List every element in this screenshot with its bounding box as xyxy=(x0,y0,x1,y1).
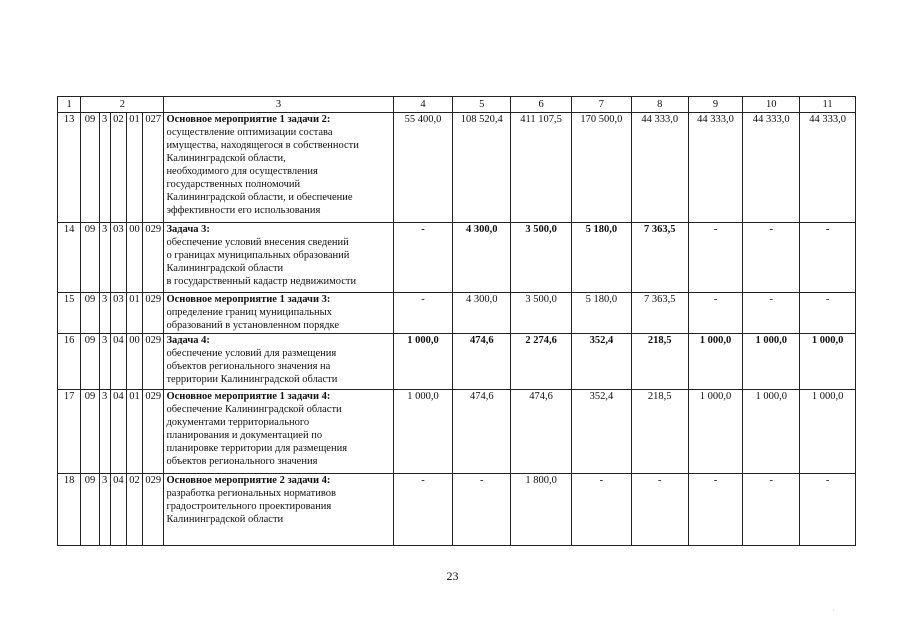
value-cell: 352,4 xyxy=(572,390,632,474)
code-cell: 3 xyxy=(99,293,110,334)
table-row xyxy=(58,474,856,546)
value-cell: - xyxy=(393,474,453,546)
value-cell: 1 000,0 xyxy=(743,334,800,390)
value-cell: - xyxy=(393,223,453,293)
value-cell: 1 000,0 xyxy=(800,390,856,474)
description-cell xyxy=(164,390,393,474)
code-cell: 3 xyxy=(99,390,110,474)
row-number: 14 xyxy=(58,223,81,293)
code-cell: 00 xyxy=(126,334,142,390)
value-cell: 1 000,0 xyxy=(688,334,743,390)
value-cell: 1 000,0 xyxy=(393,334,453,390)
header-cell: 2 xyxy=(81,97,164,113)
description-text: разработка региональных нормативов градостроительного проектирования Калининградской области xyxy=(166,488,336,525)
row-number: 13 xyxy=(58,113,81,223)
value-cell: 474,6 xyxy=(453,390,511,474)
row-number: 18 xyxy=(58,474,81,546)
code-cell: 09 xyxy=(81,390,99,474)
value-cell: 218,5 xyxy=(631,334,688,390)
header-cell: 3 xyxy=(164,97,393,113)
value-cell: 411 107,5 xyxy=(511,113,572,223)
table-row xyxy=(58,113,856,223)
value-cell: - xyxy=(743,223,800,293)
code-cell: 04 xyxy=(110,474,126,546)
value-cell: 218,5 xyxy=(631,390,688,474)
value-cell: 7 363,5 xyxy=(631,293,688,334)
description-text: обеспечение Калининградской области документами территориального планирования и документацией по планировке территории для размещения объектов регионального значения xyxy=(166,404,348,467)
value-cell: 4 300,0 xyxy=(453,223,511,293)
value-cell: - xyxy=(631,474,688,546)
description-text: определение границ муниципальных образований в установленном порядке xyxy=(166,307,340,331)
table-row xyxy=(58,293,856,334)
value-cell: 474,6 xyxy=(453,334,511,390)
value-cell: 44 333,0 xyxy=(688,113,743,223)
value-cell: 1 000,0 xyxy=(743,390,800,474)
code-cell: 029 xyxy=(143,390,164,474)
value-cell: 44 333,0 xyxy=(800,113,856,223)
code-cell: 02 xyxy=(126,474,142,546)
value-cell: - xyxy=(572,474,632,546)
value-cell: 170 500,0 xyxy=(572,113,632,223)
code-cell: 09 xyxy=(81,113,99,223)
code-cell: 09 xyxy=(81,293,99,334)
header-row xyxy=(58,97,856,113)
scan-mark: · xyxy=(832,606,835,615)
value-cell: 1 800,0 xyxy=(511,474,572,546)
value-cell: 5 180,0 xyxy=(572,293,632,334)
code-cell: 01 xyxy=(126,293,142,334)
value-cell: - xyxy=(453,474,511,546)
code-cell: 3 xyxy=(99,334,110,390)
header-cell: 8 xyxy=(631,97,688,113)
value-cell: 3 500,0 xyxy=(511,223,572,293)
value-cell: 4 300,0 xyxy=(453,293,511,334)
description-title: Задача 4: xyxy=(166,335,210,346)
value-cell: - xyxy=(743,293,800,334)
description-title: Основное мероприятие 2 задачи 4: xyxy=(166,475,331,486)
description-title: Задача 3: xyxy=(166,224,210,235)
value-cell: 474,6 xyxy=(511,390,572,474)
code-cell: 029 xyxy=(143,223,164,293)
code-cell: 04 xyxy=(110,334,126,390)
table-row xyxy=(58,223,856,293)
header-cell: 1 xyxy=(58,97,81,113)
description-cell xyxy=(164,113,393,223)
code-cell: 029 xyxy=(143,474,164,546)
code-cell: 09 xyxy=(81,474,99,546)
value-cell: - xyxy=(800,223,856,293)
value-cell: - xyxy=(393,293,453,334)
description-title: Основное мероприятие 1 задачи 3: xyxy=(166,294,331,305)
header-cell: 6 xyxy=(511,97,572,113)
code-cell: 03 xyxy=(110,223,126,293)
code-cell: 02 xyxy=(110,113,126,223)
row-number: 15 xyxy=(58,293,81,334)
row-number: 16 xyxy=(58,334,81,390)
row-number: 17 xyxy=(58,390,81,474)
code-cell: 01 xyxy=(126,113,142,223)
description-cell xyxy=(164,223,393,293)
code-cell: 00 xyxy=(126,223,142,293)
code-cell: 03 xyxy=(110,293,126,334)
header-cell: 11 xyxy=(800,97,856,113)
value-cell: 108 520,4 xyxy=(453,113,511,223)
value-cell: - xyxy=(688,474,743,546)
value-cell: 5 180,0 xyxy=(572,223,632,293)
program-table xyxy=(57,96,856,546)
description-text: осуществление оптимизации состава имущества, находящегося в собственности Калининградской области, необходимого для осуществления государственных полномочий Калининградской области, и обеспечение эффективности его использования xyxy=(166,127,359,216)
code-cell: 029 xyxy=(143,334,164,390)
table-row xyxy=(58,334,856,390)
description-title: Основное мероприятие 1 задачи 4: xyxy=(166,391,331,402)
value-cell: - xyxy=(688,293,743,334)
code-cell: 09 xyxy=(81,223,99,293)
code-cell: 027 xyxy=(143,113,164,223)
value-cell: 3 500,0 xyxy=(511,293,572,334)
code-cell: 029 xyxy=(143,293,164,334)
value-cell: - xyxy=(743,474,800,546)
description-cell xyxy=(164,293,393,334)
value-cell: 44 333,0 xyxy=(631,113,688,223)
value-cell: 2 274,6 xyxy=(511,334,572,390)
code-cell: 01 xyxy=(126,390,142,474)
header-cell: 5 xyxy=(453,97,511,113)
value-cell: 1 000,0 xyxy=(688,390,743,474)
header-cell: 10 xyxy=(743,97,800,113)
value-cell: - xyxy=(688,223,743,293)
code-cell: 04 xyxy=(110,390,126,474)
value-cell: - xyxy=(800,293,856,334)
value-cell: 352,4 xyxy=(572,334,632,390)
description-title: Основное мероприятие 1 задачи 2: xyxy=(166,114,331,125)
table-row xyxy=(58,390,856,474)
value-cell: 1 000,0 xyxy=(800,334,856,390)
value-cell: - xyxy=(800,474,856,546)
code-cell: 3 xyxy=(99,113,110,223)
value-cell: 1 000,0 xyxy=(393,390,453,474)
description-text: обеспечение условий внесения сведений о границах муниципальных образований Калининградской области в государственный кадастр недвижимости xyxy=(166,237,357,287)
header-cell: 4 xyxy=(393,97,453,113)
value-cell: 44 333,0 xyxy=(743,113,800,223)
code-cell: 09 xyxy=(81,334,99,390)
code-cell: 3 xyxy=(99,474,110,546)
page-number: 23 xyxy=(446,569,459,583)
description-cell xyxy=(164,474,393,546)
header-cell: 9 xyxy=(688,97,743,113)
description-text: обеспечение условий для размещения объектов регионального значения на территории Калининградской области xyxy=(166,348,338,385)
header-cell: 7 xyxy=(572,97,632,113)
value-cell: 7 363,5 xyxy=(631,223,688,293)
value-cell: 55 400,0 xyxy=(393,113,453,223)
description-cell xyxy=(164,334,393,390)
code-cell: 3 xyxy=(99,223,110,293)
